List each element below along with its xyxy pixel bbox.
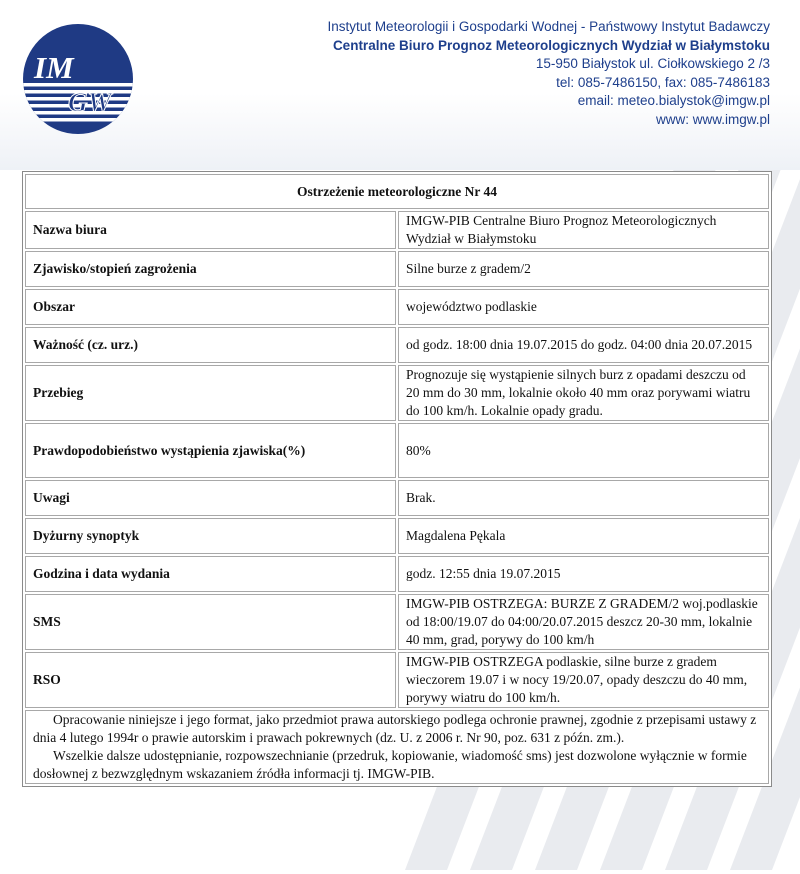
logo-text-top: IM: [34, 50, 74, 85]
row-value-forecaster: Magdalena Pękala: [398, 518, 769, 554]
row-label-validity: Ważność (cz. urz.): [25, 327, 396, 363]
table-row: [25, 423, 769, 478]
table-row: [25, 518, 769, 554]
row-label-area: Obszar: [25, 289, 396, 325]
row-label-office: Nazwa biura: [25, 211, 396, 249]
row-value-rso: IMGW-PIB OSTRZEGA podlaskie, silne burze z gradem wieczorem 19.07 i w nocy 19/20.07, opady deszczu do 40 mm, porywy wiatru do 100 km/h.: [398, 652, 769, 708]
row-value-issue-time: godz. 12:55 dnia 19.07.2015: [398, 556, 769, 592]
row-value-area: województwo podlaskie: [398, 289, 769, 325]
table-row: [25, 211, 769, 249]
row-value-probability: 80%: [398, 423, 769, 478]
table-row: [25, 289, 769, 325]
row-label-probability: Prawdopodobieństwo wystąpienia zjawiska(%): [25, 423, 396, 478]
institute-phone: tel: 085-7486150, fax: 085-7486183: [556, 74, 770, 90]
warning-document: [22, 171, 772, 787]
row-value-sms: IMGW-PIB OSTRZEGA: BURZE Z GRADEM/2 woj.podlaskie od 18:00/19.07 do 04:00/20.07.2015 deszcz 20-30 mm, lokalnie 40 mm, grad, porywy do 100 km/h: [398, 594, 769, 650]
row-label-sms: SMS: [25, 594, 396, 650]
row-label-forecaster: Dyżurny synoptyk: [25, 518, 396, 554]
table-row: [25, 594, 769, 650]
warning-title: Ostrzeżenie meteorologiczne Nr 44: [25, 174, 769, 209]
table-row: [25, 480, 769, 516]
institute-www[interactable]: www: www.imgw.pl: [655, 111, 770, 127]
row-label-rso: RSO: [25, 652, 396, 708]
copyright-paragraph: Opracowanie niniejsze i jego format, jako przedmiot prawa autorskiego podlega ochronie prawnej, zgodnie z przepisami ustawy z dnia 4 lutego 1994r o prawie autorskim i prawach pokrewnych (dz. U. z 2006 r. Nr 90, poz. 631 z późn. zm.).: [33, 712, 757, 745]
usage-paragraph: Wszelkie dalsze udostępnianie, rozpowszechnianie (przedruk, kopiowanie, wiadomość sms) jest dozwolone wyłącznie w formie dosłownej z bezwzględnym wskazaniem źródła informacji tj. IMGW-PIB.: [33, 748, 747, 781]
row-value-course: Prognozuje się wystąpienie silnych burz z opadami deszczu od 20 mm do 30 mm, lokalnie około 40 mm oraz porywami wiatru do 100 km/h. Lokalnie opady gradu.: [398, 365, 769, 421]
row-value-office: IMGW-PIB Centralne Biuro Prognoz Meteorologicznych Wydział w Białymstoku: [398, 211, 769, 249]
row-label-issue-time: Godzina i data wydania: [25, 556, 396, 592]
imgw-logo: [22, 23, 134, 135]
row-value-phenomenon: Silne burze z gradem/2: [398, 251, 769, 287]
logo-text-bottom: GW: [68, 87, 112, 117]
letterhead: [0, 0, 800, 170]
warning-table: [22, 171, 772, 787]
institute-address: 15-950 Białystok ul. Ciołkowskiego 2 /3: [535, 56, 770, 72]
row-label-phenomenon: Zjawisko/stopień zagrożenia: [25, 251, 396, 287]
table-row: [25, 556, 769, 592]
row-value-remarks: Brak.: [398, 480, 769, 516]
table-row: [25, 652, 769, 708]
office-name: Centralne Biuro Prognoz Meteorologicznych Wydział w Białymstoku: [332, 37, 770, 53]
row-label-course: Przebieg: [25, 365, 396, 421]
row-value-validity: od godz. 18:00 dnia 19.07.2015 do godz. 04:00 dnia 20.07.2015: [398, 327, 769, 363]
institute-email[interactable]: email: meteo.bialystok@imgw.pl: [577, 93, 770, 109]
institute-contact: [328, 18, 770, 130]
institute-name: Instytut Meteorologii i Gospodarki Wodnej - Państwowy Instytut Badawczy: [327, 19, 770, 34]
table-row: [25, 365, 769, 421]
table-row: [25, 327, 769, 363]
row-label-remarks: Uwagi: [25, 480, 396, 516]
table-row: [25, 251, 769, 287]
copyright-notice: [25, 710, 769, 784]
